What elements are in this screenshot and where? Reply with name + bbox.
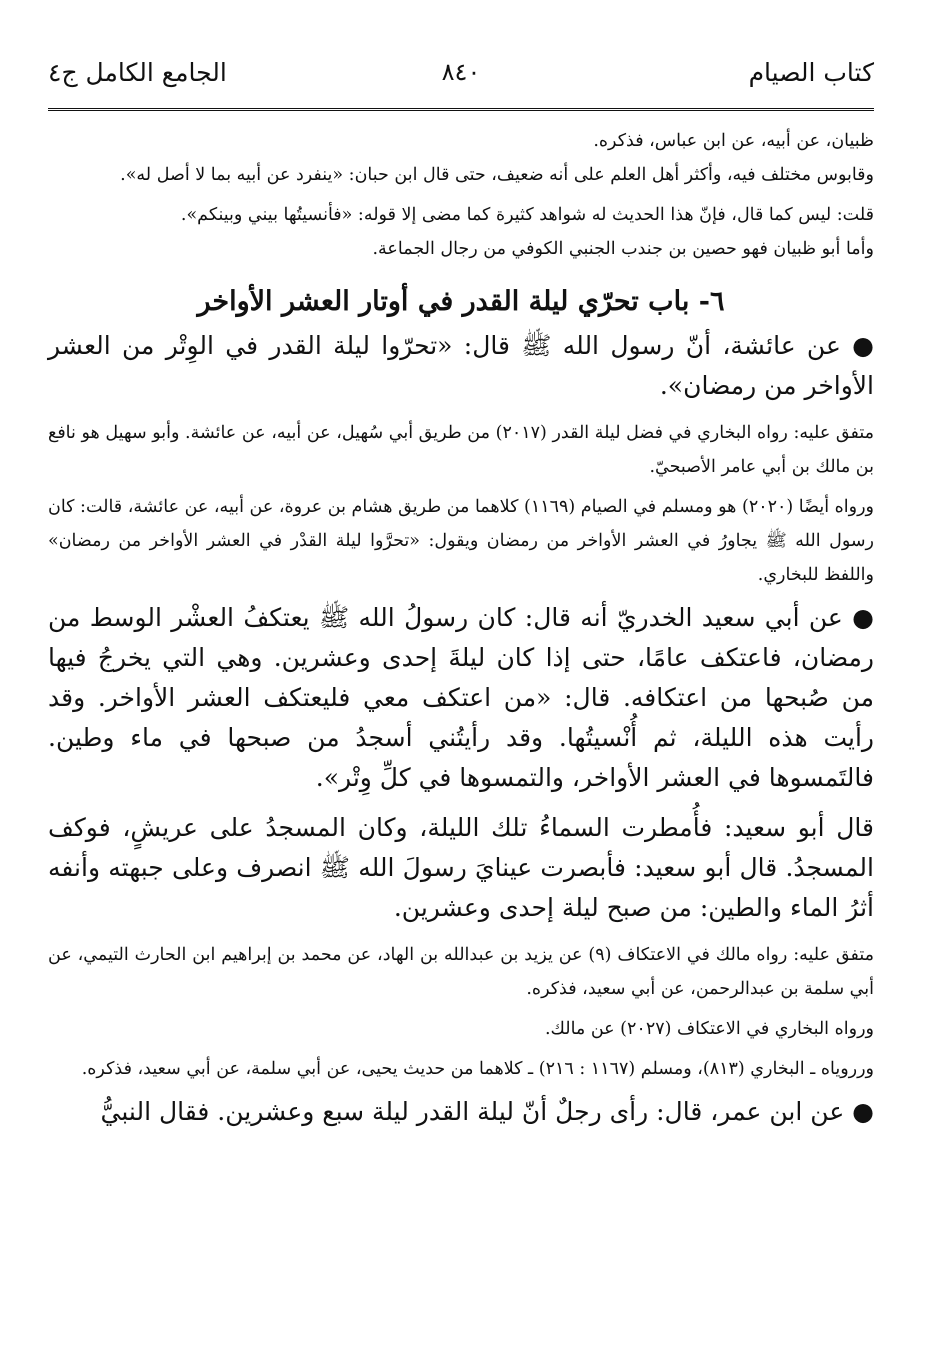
footnote-paragraph: ورروياه ـ البخاري (٨١٣)، ومسلم (١١٦٧ : ٢١٦) ـ كلاهما من حديث يحيى، عن أبي سلمة، عن أبي سعيد، فذكره. bbox=[81, 1059, 874, 1079]
chapter-heading: ٦- باب تحرّي ليلة القدر في أوتار العشر الأواخر bbox=[197, 286, 725, 317]
hadith-paragraph: ● عن أبي سعيد الخدريّ أنه قال: كان رسولُ الله ﷺ يعتكفُ العشْر الوسط من رمضان، فاعتكف عامًا، حتى إذا كان ليلةَ إحدى وعشرين. وهي التي يخرجُ فيها من صُبحها من اعتكافه. قال: «من اعتكف معي فليعتكف العشر الأواخر. وقد رأيت هذه الليلة، ثم أُنْسيتُها. وقد رأيتُني أسجدُ من صبحها في ماء وطين. فالتَمسوها في العشر الأواخر، والتمسوها في كلِّ وِتْر». bbox=[48, 603, 874, 792]
volume-title: الجامع الكامل ج٤ bbox=[48, 58, 227, 87]
footnote-paragraph: ورواه أيضًا (٢٠٢٠) هو ومسلم في الصيام (١١٦٩) كلاهما من طريق هشام بن عروة، عن أبيه، عن عائشة، قالت: كان رسول الله ﷺ يجاورُ في العشر الأواخر من رمضان ويقول: «تحرَّوا ليلة القدْر في العشر الأواخر من رمضان» واللفظ للبخاري. bbox=[47, 497, 874, 585]
footnote-paragraph: ظبيان، عن أبيه، عن ابن عباس، فذكره. bbox=[593, 131, 874, 151]
hadith-paragraph: ● عن عائشة، أنّ رسول الله ﷺ قال: «تحرّوا ليلة القدر في الوِتْر من العشر الأواخر من رمضان». bbox=[48, 331, 874, 400]
footnote-paragraph: متفق عليه: رواه مالك في الاعتكاف (٩) عن يزيد بن عبدالله بن الهاد، عن محمد بن إبراهيم ابن الحارث التيمي، عن أبي سلمة بن عبدالرحمن، عن أبي سعيد، فذكره. bbox=[48, 945, 874, 999]
footnote-paragraph: وقابوس مختلف فيه، وأكثر أهل العلم على أنه ضعيف، حتى قال ابن حبان: «ينفرد عن أبيه بما لا أصل له». bbox=[120, 165, 874, 185]
page-content bbox=[48, 124, 874, 1132]
footnote-paragraph: متفق عليه: رواه البخاري في فضل ليلة القدر (٢٠١٧) من طريق أبي سُهيل، عن أبيه، عن عائشة. وأبو سهيل هو نافع بن مالك بن أبي عامر الأصبحيّ. bbox=[48, 423, 874, 477]
hadith-paragraph: قال أبو سعيد: فأُمطرت السماءُ تلك الليلة، وكان المسجدُ على عريشٍ، فوكف المسجدُ. قال أبو سعيد: فأبصرت عينايَ رسولَ الله ﷺ انصرف وعلى جبهته وأنفه أثرُ الماء والطين: من صبح ليلة إحدى وعشرين. bbox=[48, 813, 874, 922]
footnote-paragraph: ورواه البخاري في الاعتكاف (٢٠٢٧) عن مالك. bbox=[544, 1019, 874, 1039]
hadith-paragraph: ● عن ابن عمر، قال: رأى رجلٌ أنّ ليلة القدر ليلة سبع وعشرين. فقال النبيُّ bbox=[100, 1097, 874, 1126]
book-title: كتاب الصيام bbox=[748, 58, 874, 87]
page-header bbox=[48, 0, 874, 110]
header-rule bbox=[48, 108, 874, 113]
page-number: ٨٤٠ bbox=[441, 58, 481, 86]
footnote-paragraph: وأما أبو ظبيان فهو حصين بن جندب الجنبي الكوفي من رجال الجماعة. bbox=[372, 239, 874, 259]
footnote-paragraph: قلت: ليس كما قال، فإنّ هذا الحديث له شواهد كثيرة كما مضى إلا قوله: «فأنسيتُها بيني وبينكم». bbox=[180, 205, 874, 225]
